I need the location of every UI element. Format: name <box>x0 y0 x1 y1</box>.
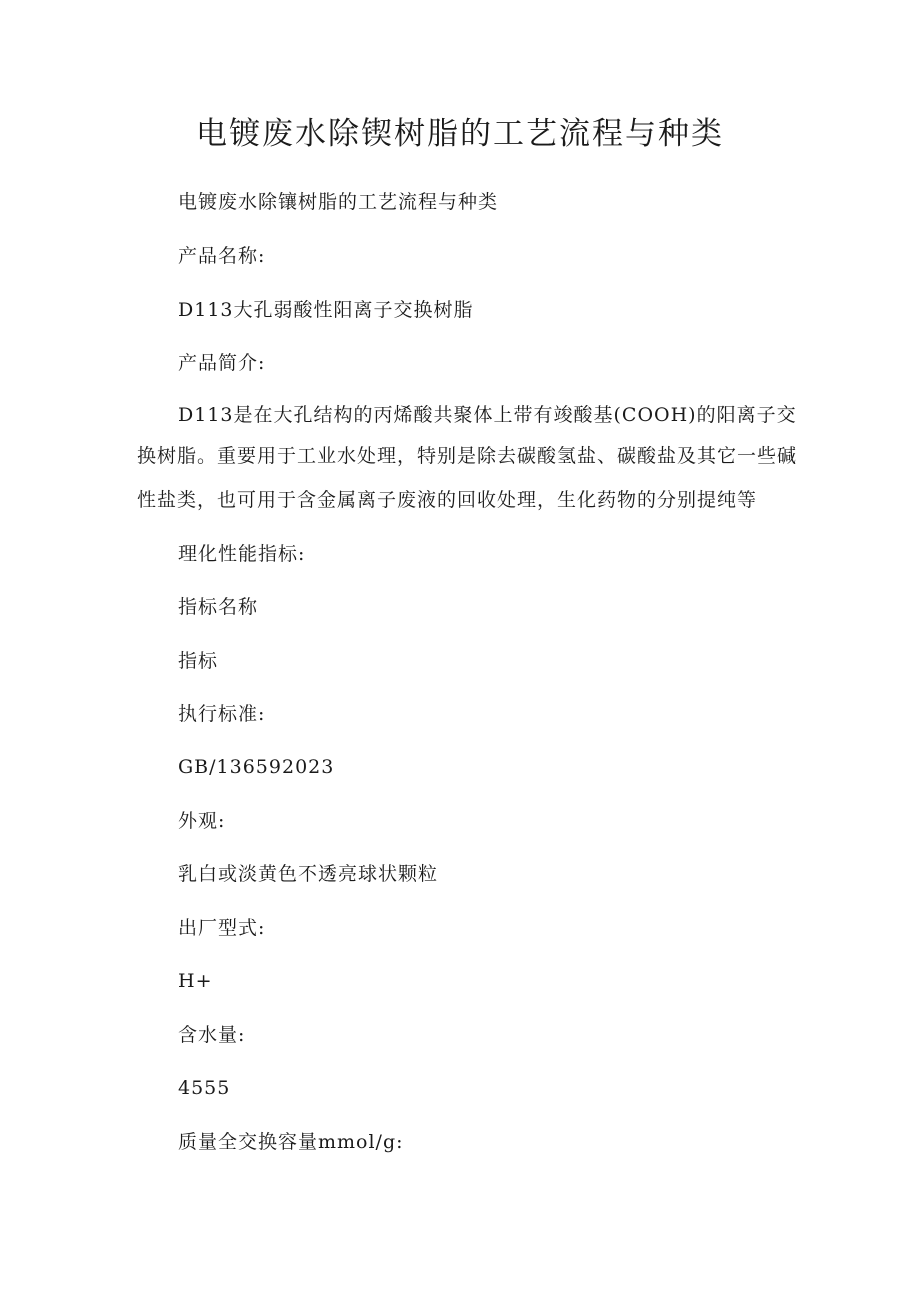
standard-label: 执行标准: <box>178 703 266 725</box>
appearance-label: 外观: <box>178 810 226 832</box>
product-name-value: D113大孔弱酸性阳离子交换树脂 <box>178 299 474 321</box>
capacity-label: 质量全交换容量mmol/g: <box>178 1131 404 1153</box>
product-name-label: 产品名称: <box>178 245 266 267</box>
spec-column-name: 指标名称 <box>178 596 259 618</box>
moisture-label: 含水量: <box>178 1024 246 1046</box>
intro-line-3: 性盐类，也可用于含金属离子废液的回收处理，生化药物的分别提纯等 <box>137 489 758 511</box>
spec-section-label: 理化性能指标: <box>178 543 306 565</box>
appearance-value: 乳白或淡黄色不透亮球状颗粒 <box>178 863 439 885</box>
moisture-value: 4555 <box>178 1077 231 1099</box>
product-intro-label: 产品简介: <box>178 352 266 374</box>
standard-value: GB/136592023 <box>178 756 335 778</box>
document-title: 电镀废水除锲树脂的工艺流程与种类 <box>196 116 724 152</box>
ionic-form-value: H+ <box>178 970 213 992</box>
subtitle-line: 电镀废水除镶树脂的工艺流程与种类 <box>178 191 499 213</box>
ionic-form-label: 出厂型式: <box>178 917 266 939</box>
intro-line-2: 换树脂。重要用于工业水处理，特别是除去碳酸氢盐、碳酸盐及其它一些碱 <box>137 445 798 467</box>
intro-line-1: D113是在大孔结构的丙烯酸共聚体上带有竣酸基(COOH)的阳离子交 <box>178 404 797 426</box>
spec-column-value: 指标 <box>178 650 219 672</box>
